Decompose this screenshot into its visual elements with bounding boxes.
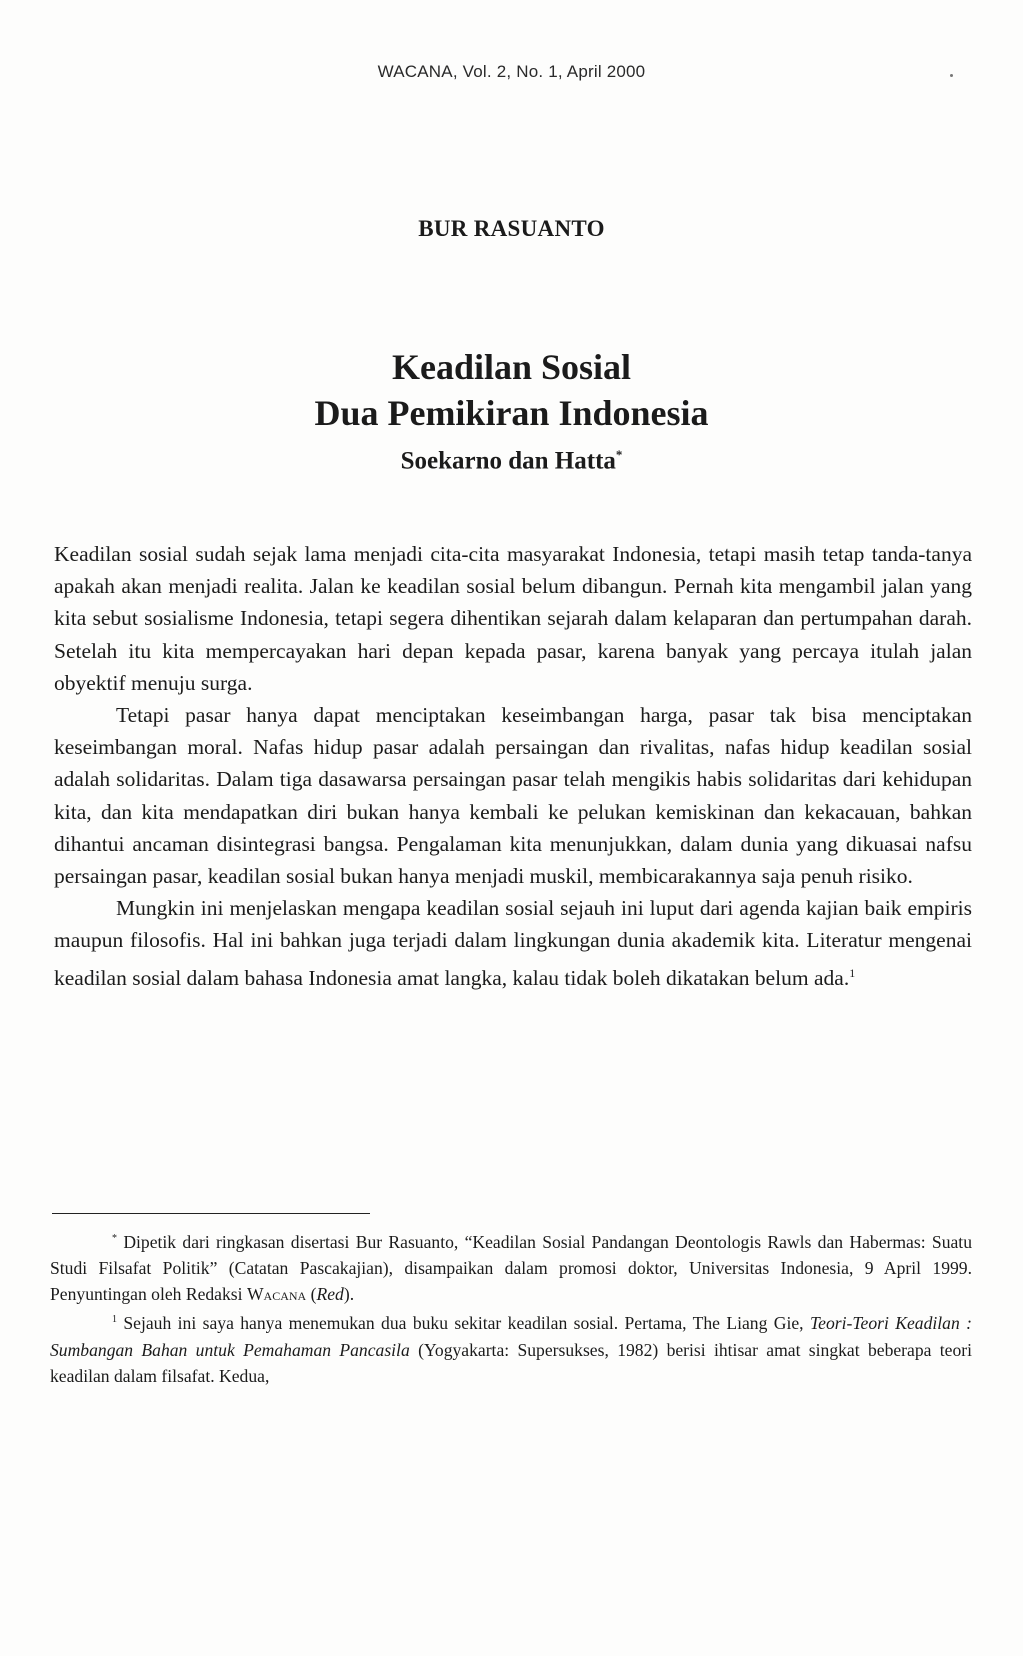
paragraph-2: Tetapi pasar hanya dapat menciptakan keseimbangan harga, pasar tak bisa menciptakan keseimbangan moral. Nafas hidup pasar adalah persaingan dan rivalitas, nafas hidup keadilan sosial adalah solidaritas. Dalam tiga dasawarsa persaingan pasar telah mengikis habis solidaritas dari kehidupan kita, dan kita mendapatkan diri bukan hanya kembali ke pelukan kemiskinan dan kekacauan, bahkan dihantui ancaman disintegrasi bangsa. Pengalaman kita menunjukkan, dalam dunia yang dikuasai nafsu persaingan pasar, keadilan sosial bukan hanya menjadi muskil, membicarakannya saja penuh risiko. xyxy=(54,703,972,889)
footnote-star xyxy=(50,1226,972,1307)
footnote-star-text: Dipetik dari ringkasan disertasi Bur Rasuanto, “Keadilan Sosial Pandangan Deontologis Rawls dan Habermas: Suatu Studi Filsafat Politik” (Catatan Pascakajian), disampaikan dalam promosi doktor, Universitas Indonesia, 9 April 1999. Penyuntingan oleh Redaksi xyxy=(50,1231,972,1305)
paragraph-3 xyxy=(54,892,972,994)
footnote-1-text-a: Sejauh ini saya hanya menemukan dua buku sekitar keadilan sosial. Pertama, The Liang Gie, xyxy=(123,1313,804,1334)
subtitle-text: Soekarno dan Hatta xyxy=(400,447,616,475)
footnote-star-marker: * xyxy=(112,1233,117,1244)
paragraph-1: Keadilan sosial sudah sejak lama menjadi cita-cita masyarakat Indonesia, tetapi masih tetap tanda-tanya apakah akan menjadi realita. Jalan ke keadilan sosial belum dibangun. Pernah kita mengambil jalan yang kita sebut sosialisme Indonesia, tetapi segera dihentikan sejarah dalam kelaparan dan pertumpahan darah. Setelah itu kita mempercayakan hari depan kepada pasar, karena banyak yang percaya itulah jalan obyektif menuju surga. xyxy=(54,542,972,695)
footnote-star-red: Red xyxy=(316,1284,344,1305)
footnote-ref-1: 1 xyxy=(849,965,856,980)
article-subtitle xyxy=(0,438,1023,478)
paragraph-3-text: Mungkin ini menjelaskan mengapa keadilan sosial sejauh ini luput dari agenda kajian baik empiris maupun filosofis. Hal ini bahkan juga terjadi dalam lingkungan dunia akademik kita. Literatur mengenai keadilan sosial dalam bahasa Indonesia amat langka, kalau tidak boleh dikatakan belum ada. xyxy=(54,896,972,990)
subtitle-footnote-marker: * xyxy=(615,447,623,462)
article-title-line-2: Dua Pemikiran Indonesia xyxy=(314,393,709,433)
footnote-1-marker: 1 xyxy=(112,1314,117,1326)
footnote-1 xyxy=(50,1307,972,1388)
footnote-1-book-title: Teori-Teori Keadilan : Sumbangan Bahan untuk Pemahaman Pancasila xyxy=(50,1313,972,1360)
article-author: BUR RASUANTO xyxy=(418,216,605,241)
running-head: WACANA, Vol. 2, No. 1, April 2000 xyxy=(377,62,646,81)
footnote-star-journal: Wacana xyxy=(246,1284,307,1305)
footnote-star-paren-open: ( xyxy=(310,1284,317,1305)
article-body xyxy=(54,538,972,994)
footnotes xyxy=(50,1226,972,1389)
title-block xyxy=(0,344,1023,478)
footnote-1-text-b: (Yogyakarta: Supersukses, 1982) berisi ihtisar amat singkat beberapa teori keadilan dalam filsafat. Kedua, xyxy=(50,1339,973,1386)
article-title-line-1: Keadilan Sosial xyxy=(391,347,632,387)
scan-speck xyxy=(950,74,953,77)
footnote-divider xyxy=(52,1213,370,1214)
footnote-star-paren-close: ). xyxy=(343,1284,355,1305)
